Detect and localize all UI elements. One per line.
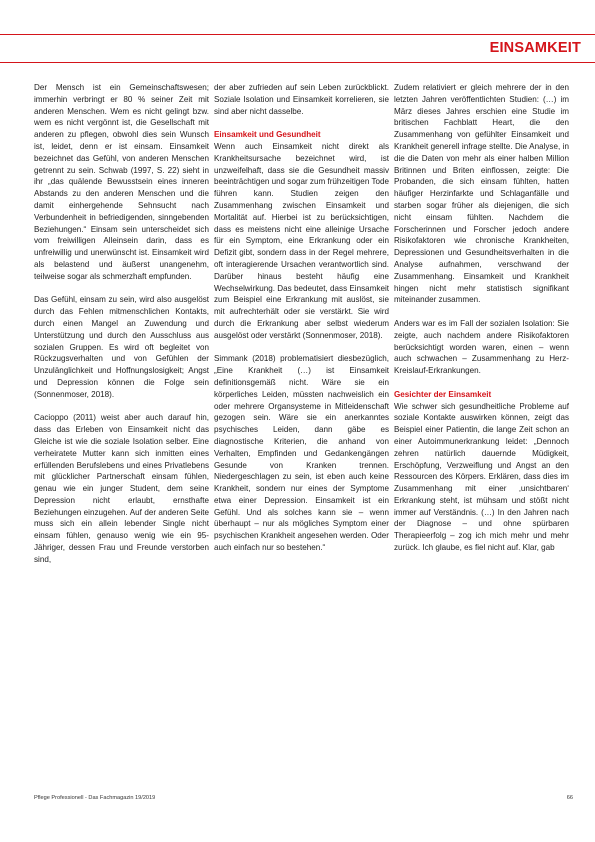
text-column-2 (214, 82, 389, 566)
text-column-1 (34, 82, 209, 577)
text-column-3 (394, 82, 569, 566)
subheading: Einsamkeit und Gesundheit (214, 130, 321, 140)
paragraph: Das Gefühl, einsam zu sein, wird also ausgelöst durch das Fehlen mitmenschlichen Kontakts, durch einen Mangel an Zuwendung und Unterstützung und durch den Ausschluss aus sozialen Gruppen. Es wird oft begleitet von Rückzugsverhalten und von Gefühlen der Unzulänglichkeit und Hoffnungslosigkeit; Angst und Depression können die Folge sein (Sonnenmoser, 2018). (34, 295, 209, 399)
subheading: Gesichter der Einsamkeit (394, 389, 492, 399)
paragraph: Der Mensch ist ein Gemeinschaftswesen; immerhin verbringt er 80 % seiner Zeit mit anderen Menschen. Wem es nicht gelingt bzw. wem es nicht vergönnt ist, die Gesellschaft mit anderen zu pflegen, obwohl dies sein Wunsch ist, leidet, denn er ist einsam. Einsamkeit bezeichnet das Gefühl, von anderen Menschen getrennt zu sein. Schwab (1997, S. 22) sieht in ihr „das quälende Bewusstsein eines inneren Abstands zu den anderen Menschen und die damit einhergehende Sehnsucht nach Verbundenheit in befriedigenden, sinngebenden Beziehungen.“ Einsam sein unterscheidet sich vom freiwilligen Alleinsein darin, dass es unfreiwillig und unerwünscht ist. Einsamkeit wird als belastend und äußerst unangenehm, teilweise sogar als schmerzhaft empfunden. (34, 83, 209, 281)
paragraph: Anders war es im Fall der sozialen Isolation: Sie zeigte, auch nachdem andere Risikofaktoren berücksichtigt worden waren, einen – wenn auch schwachen – Zusammenhang zu Herz-Kreislauf-Erkrankungen. (394, 318, 569, 376)
section-title: EINSAMKEIT (489, 40, 581, 56)
paragraph: Zudem relativiert er gleich mehrere der in den letzten Jahren veröffentlichten Studien: (…) im März dieses Jahres erschien eine Studie im britischen Fachblatt Heart, die den Zusammenhang von gefühlter Einsamkeit und Krankheit generell infrage stellte. Die Analyse, in die die Daten von mehr als einer halben Million Britinnen und Briten einflossen, zeigte: Die Probanden, die sich einsam fühlten, hatten häufiger Herzinfarkte und Schlaganfälle und starben sogar früher als diejenigen, die sich nicht einsam fühlten. Nachdem die Forscherinnen und Forscher jedoch andere Risikofaktoren wie chronische Krankheiten, Depressionen und Gesundheitsverhalten in die Analyse aufnahmen, verschwand der Zusammenhang. Einsamkeit und Krankheit hingen nicht mehr statistisch signifikant miteinander zusammen. (394, 83, 569, 305)
publication-name: Pflege Professionell - Das Fachmagazin 19/2019 (34, 795, 156, 801)
paragraph: der aber zufrieden auf sein Leben zurückblickt. Soziale Isolation und Einsamkeit korrelieren, sie sind aber nicht dasselbe. (214, 83, 389, 116)
page-number: 66 (566, 795, 573, 801)
paragraph: Wenn auch Einsamkeit nicht direkt als Krankheitsursache bezeichnet wird, ist unzweifelhaft, dass sie die Gesundheit massiv beeinträchtigen und sogar zum frühzeitigen Tode führen kann. Studien zeigen den Zusammenhang zwischen Einsamkeit und Mortalität auf. Hierbei ist zu berücksichtigen, dass es meistens nicht eine alleinige Ursache für ein Symptom, eine Erkrankung oder ein Defizit gibt, sondern dass in der Regel mehrere, oft interagierende Ursachen verantwortlich sind. Darüber hinaus besteht häufig eine Wechselwirkung. Das bedeutet, dass Einsamkeit zum Beispiel eine Erkrankung mit auslöst, sie mit aufrechterhält oder sie verstärkt. Sie wird durch die Erkrankung aber selbst wiederum ausgelöst oder verstärkt (Sonnenmoser, 2018). (214, 141, 389, 340)
paragraph: Wie schwer sich gesundheitliche Probleme auf soziale Kontakte auswirken können, zeigt das Beispiel einer Patientin, die lange Zeit schon an einer Autoimmunerkrankung leidet: „Dennoch zehren natürlich dauernde Müdigkeit, Erschöpfung, Verzweiflung und Angst an den Ressourcen des Körpers. Erklären, dass dies im Zusammenhang mit einer ‚unsichtbaren‘ Erkrankung steht, ist mühsam und stößt nicht immer auf Verständnis. (…) In den Jahren nach der Diagnose – und ohne spürbaren Therapieerfolg – zog ich mich mehr und mehr zurück. Ich glaube, es fiel nicht auf. Klar, gab (394, 401, 569, 553)
paragraph: Cacioppo (2011) weist aber auch darauf hin, dass das Erleben von Einsamkeit nicht das Gleiche ist wie die soziale Isolation selber. Eine verheiratete Mutter kann sich inmitten eines erfüllenden Berufslebens und eines Privatlebens mit glücklicher Partnerschaft einsam fühlen, genau wie ein junger Student, dem seine Depression nicht erlaubt, ernsthafte Beziehungen einzugehen. Auf der anderen Seite muss sich ein allein lebender Single nicht einsam fühlen, genauso wenig wie ein 95-Jähriger, dessen Frau und Freunde verstorben sind, (34, 413, 209, 564)
page-footer (34, 795, 573, 801)
header-rule-top (0, 34, 595, 35)
header-rule-bottom (0, 62, 595, 63)
paragraph: Simmank (2018) problematisiert diesbezüglich, „Eine Krankheit (…) ist Einsamkeit definitionsgemäß nicht. Wäre sie ein körperliches Leiden, müssten nachweislich ein oder mehrere Organsysteme in Mitleidenschaft gezogen sein. Wäre sie ein anerkanntes psychisches Leiden, dann gäbe es diagnostische Kriterien, die anhand von Verhalten, Empfinden und Gedankengängen Gesunde von Kranken trennen. Niedergeschlagen zu sein, ist eben auch keine Krankheit, sondern nur eines der Symptome etwa einer Depression. Einsamkeit ist ein Gefühl. Und als solches kann sie – wenn überhaupt – nur als mögliches Symptom einer psychischen Krankheit angesehen werden. Oder auch einfach nur so bestehen.“ (214, 354, 389, 553)
